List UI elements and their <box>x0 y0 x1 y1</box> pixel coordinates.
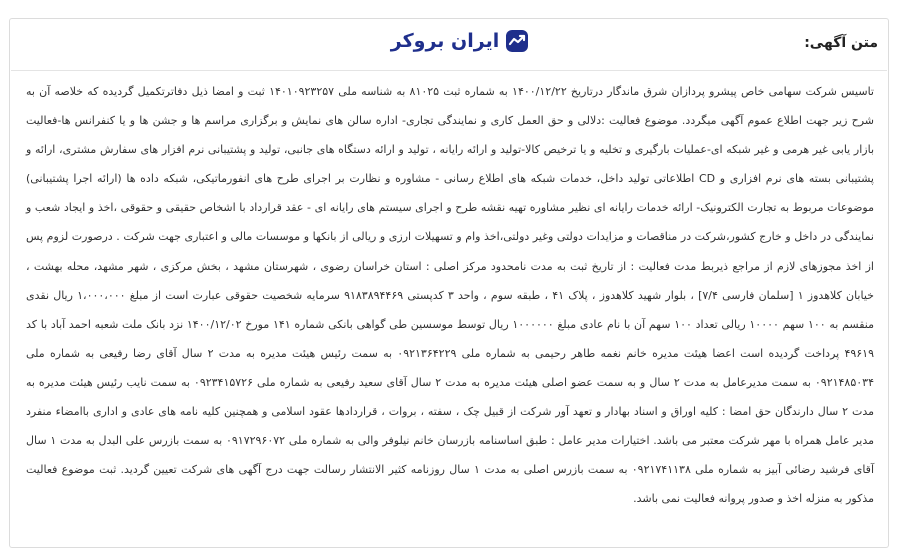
chart-trend-icon <box>505 29 529 53</box>
heading-divider <box>11 70 887 71</box>
notice-card <box>9 18 889 548</box>
brand-logo[interactable] <box>390 25 530 57</box>
brand-name: ایران بروکر <box>390 30 500 52</box>
notice-body-text: تاسیس شرکت سهامی خاص پیشرو پردازان شرق ماندگار درتاریخ ۱۴۰۰/۱۲/۲۲ به شماره ثبت ۸۱۰۲۵ به شناسه ملی ۱۴۰۱۰۹۲۳۲۵۷ ثبت و امضا ذیل دفاترتکمیل گردیده که خلاصه آن به شرح زیر جهت اطلاع عموم آگهی میگردد. موضوع فعالیت :دلالی و حق العمل کاری و نمایندگی تجاری- اداره سالن های نمایش و برگزاری مراسم ها و جشن ها و یا کنفرانس ها-فعالیت بازار یابی غیر هرمی و غیر شبکه ای-عملیات بارگیری و تخلیه و یا ترخیص کالا-تولید و ارائه رایانه ، تولید و ارائه دستگاه های جانبی، تولید و پشتیبانی نرم افزار های سفارش مشتری، ارائه و پشتیبانی بسته های نرم افزاری و CD اطلاعاتی تولید داخل، خدمات شبکه های اطلاع رسانی - مشاوره و نظارت بر اجرای طرح های انفورماتیکی، شبکه داده ها (ارائه اجرا پشتیبانی) موضوعات مربوط به تجارت الکترونیک- ارائه خدمات رایانه ای نظیر مشاوره تهیه نقشه طرح و اجرای سیستم های رایانه ای - عقد قرارداد با اشخاص حقیقی و حقوقی ،اخذ و ایجاد شعب و نمایندگی در داخل و خارج کشور،شرکت در مناقصات و مزایدات دولتی وغیر دولتی،اخذ وام و تسهیلات ارزی و ریالی از بانکها و موسسات مالی و اعتباری جهت شرکت . درصورت لزوم پس از اخذ مجوزهای لازم از مراجع ذیربط مدت فعالیت : از تاریخ ثبت به مدت نامحدود مرکز اصلی : استان خراسان رضوی ، شهرستان مشهد ، بخش مرکزی ، شهر مشهد، محله بهشت ، خیابان کلاهدوز ۱ [سلمان فارسی ۷/۴] ، بلوار شهید کلاهدوز ، پلاک ۴۱ ، طبقه سوم ، واحد ۳ کدپستی ۹۱۸۳۸۹۴۴۶۹ سرمایه شخصیت حقوقی عبارت است از مبلغ ۱،۰۰۰،۰۰۰ ریال نقدی منقسم به ۱۰۰ سهم ۱۰۰۰۰ ریالی تعداد ۱۰۰ سهم آن با نام عادی مبلغ ۱۰۰۰۰۰۰ ریال توسط موسسین طی گواهی بانکی شماره ۱۴۱ مورخ ۱۴۰۰/۱۲/۰۲ نزد بانک ملت شعبه احمد آباد با کد ۴۹۶۱۹ پرداخت گردیده است اعضا هیئت مدیره خانم نغمه طاهر رحیمی به شماره ملی ۰۹۲۱۳۶۴۲۲۹ به سمت رئیس هیئت مدیره به مدت ۲ سال آقای رضا رفیعی به شماره ملی ۰۹۲۱۴۸۵۰۳۴ به سمت مدیرعامل به مدت ۲ سال و به سمت عضو اصلی هیئت مدیره به مدت ۲ سال آقای سعید رفیعی به شماره ملی ۰۹۲۳۴۱۵۷۲۶ به سمت نایب رئیس هیئت مدیره به مدت ۲ سال دارندگان حق امضا : کلیه اوراق و اسناد بهادار و تعهد آور شرکت از قبیل چک ، سفته ، بروات ، قراردادها عقود اسلامی و همچنین کلیه نامه های عادی و اداری باامضاء منفرد مدیر عامل همراه با مهر شرکت معتبر می باشد. اختیارات مدیر عامل : طبق اساسنامه بازرسان خانم نیلوفر والی به شماره ملی ۰۹۱۷۲۹۶۰۷۲ به سمت بازرس علی البدل به مدت ۱ سال آقای فرشید رضائی آبیز به شماره ملی ۰۹۲۱۷۴۱۱۳۸ به سمت بازرس اصلی به مدت ۱ سال روزنامه کثیر الانتشار رسالت جهت درج آگهی های شرکت تعیین گردید. ثبت موضوع فعالیت مذکور به منزله اخذ و صدور پروانه فعالیت نمی باشد. <box>26 85 875 506</box>
notice-heading: متن آگهی: <box>804 35 878 51</box>
